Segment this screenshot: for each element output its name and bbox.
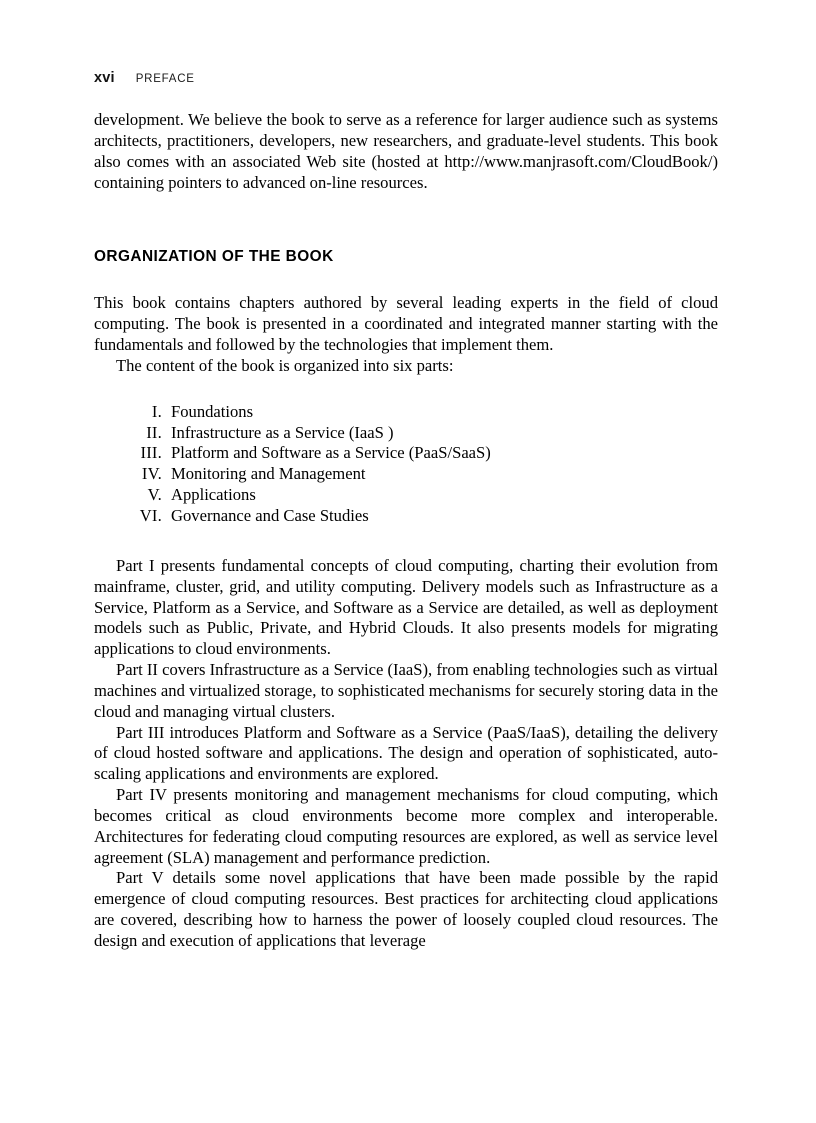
paragraph-six-parts-lead: The content of the book is organized into six parts: [116,355,454,375]
paragraph-part-three: Part III introduces Platform and Software as a Service (PaaS/IaaS), detailing the delivery of cloud hosted software and applications. The design and operation of sophisticated, auto-scaling applications and environments are explored. [94,722,718,784]
running-header [94,70,718,88]
list-item-label: Governance and Case Studies [171,505,369,525]
list-item-numeral: VI. [139,505,162,525]
spacer-before-heading [94,193,718,247]
section-heading-organization: ORGANIZATION OF THE BOOK [94,248,334,266]
list-item-label: Infrastructure as a Service (IaaS ) [171,422,394,442]
paragraph-organization-intro: This book contains chapters authored by several leading experts in the field of cloud computing. The book is presented in a coordinated and integrated manner starting with the fundamentals and followed by the technologies that implement them. [94,293,718,355]
text-column [94,110,718,952]
list-item-label: Monitoring and Management [171,464,366,484]
list-item [94,464,718,485]
list-item-numeral: III. [140,443,162,463]
list-item-numeral: V. [147,485,162,505]
paragraph-part-one: Part I presents fundamental concepts of cloud computing, charting their evolution from mainframe, cluster, grid, and utility computing. Delivery models such as Infrastructure as a Service, Platform as a Service, and Software as a Service are detailed, as well as deployment models such as Public, Private, and Hybrid Clouds. It also presents models for migrating applications to cloud environments. [94,555,718,659]
list-item [94,423,718,444]
parts-list [94,402,718,527]
paragraph-part-two: Part II covers Infrastructure as a Service (IaaS), from enabling technologies such as virtual machines and virtualized storage, to sophisticated mechanisms for securely storing data in the cloud and managing virtual clusters. [94,660,718,721]
list-item-numeral: II. [146,422,162,442]
list-item [94,506,718,527]
list-item-label: Platform and Software as a Service (PaaS/SaaS) [171,443,491,463]
list-item [94,485,718,506]
paragraph-part-four: Part IV presents monitoring and management mechanisms for cloud computing, which becomes critical as cloud environments become more complex and interoperable. Architectures for federating cloud computing resources are explored, as well as service level agreement (SLA) management and performance prediction. [94,785,718,867]
page-number: xvi [94,70,115,86]
spacer-before-list [94,377,718,402]
list-item-label: Foundations [171,401,254,421]
list-item [94,402,718,423]
list-item-numeral: I. [151,401,162,421]
running-header-title: PREFACE [135,73,195,85]
spacer-after-list [94,527,718,556]
paragraph-intro: development. We believe the book to serve as a reference for larger audience such as systems architects, practitioners, developers, new researchers, and graduate-level students. This book also comes with an associated Web site (hosted at http://www.manjrasoft.com/CloudBook/) containing pointers to advanced on-line resources. [94,110,718,192]
list-item-numeral: IV. [141,464,162,484]
spacer-after-heading [94,267,718,293]
list-item-label: Applications [171,485,256,505]
list-item [94,443,718,464]
paragraph-part-five: Part V details some novel applications that have been made possible by the rapid emergence of cloud computing resources. Best practices for architecting cloud applications are covered, describing how to harness the power of loosely coupled cloud resources. The design and execution of applications that leverage [94,868,718,950]
